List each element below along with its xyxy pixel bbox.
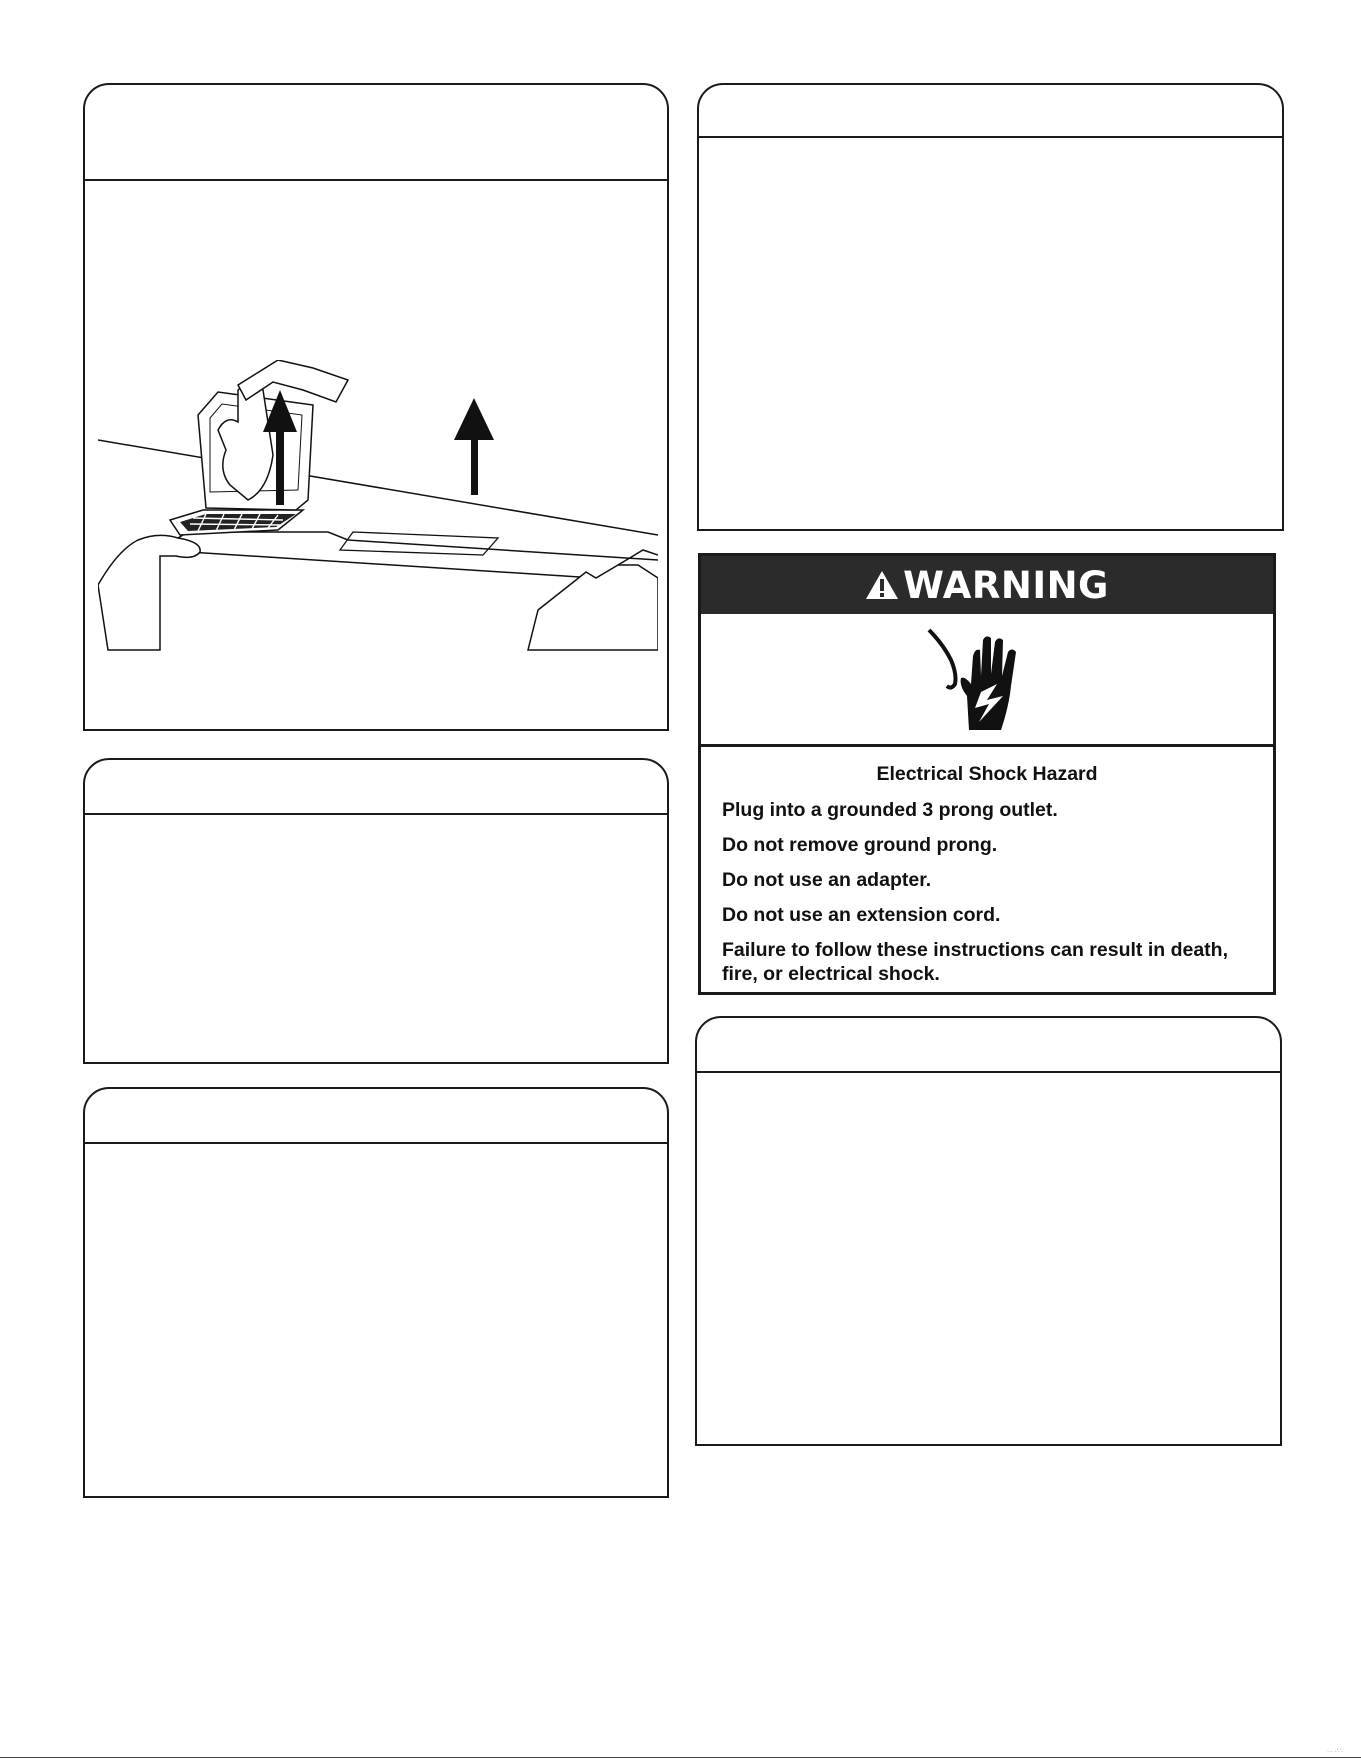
panel-header-divider xyxy=(697,136,1284,138)
lift-filter-cover-illustration xyxy=(98,360,658,660)
instruction-panel-5 xyxy=(695,1016,1282,1446)
electrical-shock-hand-icon xyxy=(923,626,1033,730)
warning-header xyxy=(701,556,1273,614)
warning-title: WARNING xyxy=(903,563,1109,607)
warning-icon-row xyxy=(701,614,1273,747)
warning-triangle-icon xyxy=(865,570,899,600)
panel-header-divider xyxy=(83,813,669,815)
warning-line: Do not use an extension cord. xyxy=(722,904,1001,926)
warning-line: Plug into a grounded 3 prong outlet. xyxy=(722,799,1058,821)
warning-line: Do not remove ground prong. xyxy=(722,834,998,856)
footer-mark: ··· ·'·'· xyxy=(1327,1749,1343,1755)
instruction-panel-2 xyxy=(83,758,669,1064)
panel-header-divider xyxy=(695,1071,1282,1073)
warning-line: Failure to follow these instructions can result in death, fire, or electrical shock. xyxy=(722,939,1228,985)
warning-box xyxy=(698,553,1276,995)
panel-header-divider xyxy=(83,1142,669,1144)
warning-line: Do not use an adapter. xyxy=(722,869,932,891)
warning-body xyxy=(701,747,1273,992)
hazard-title: Electrical Shock Hazard xyxy=(876,763,1098,785)
instruction-panel-3 xyxy=(83,1087,669,1498)
instruction-panel-4 xyxy=(697,83,1284,531)
page-bottom-rule xyxy=(0,1757,1361,1758)
panel-header-divider xyxy=(83,179,669,181)
